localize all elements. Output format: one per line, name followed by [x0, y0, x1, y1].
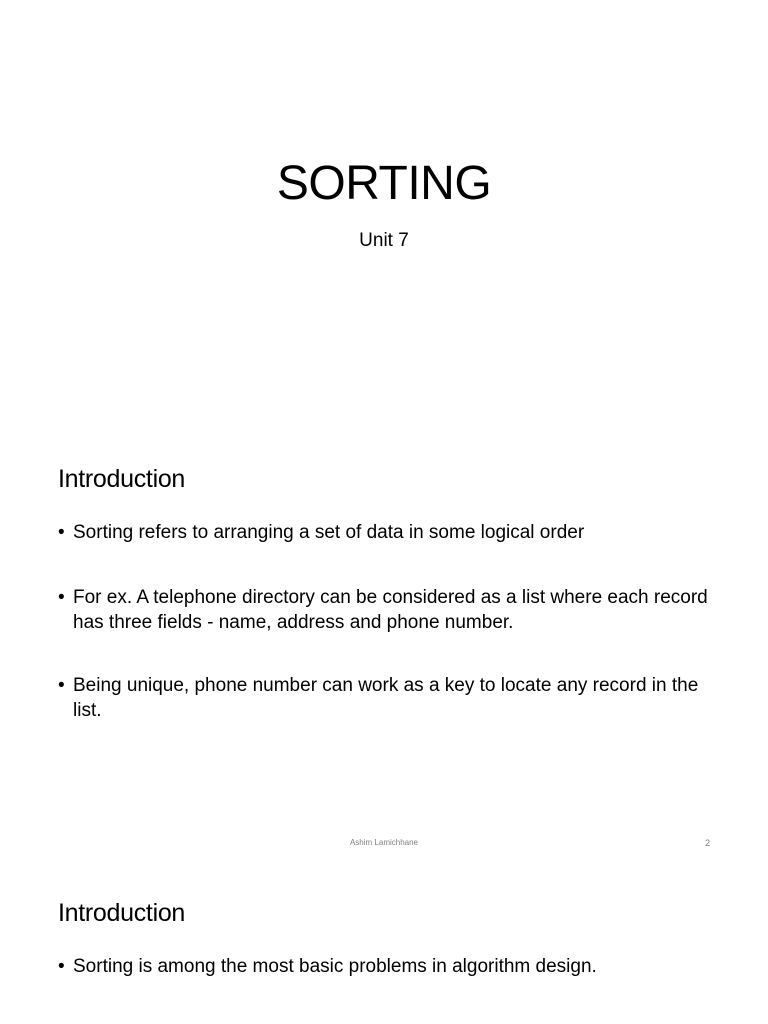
bullet-text: Sorting refers to arranging a set of data in some logical order [73, 522, 585, 543]
bullet-item [58, 673, 718, 723]
bullet-item [58, 954, 718, 979]
bullet-icon: • [58, 956, 65, 977]
bullet-icon: • [58, 587, 65, 608]
footer-author: Ashim Lamichhane [349, 838, 419, 847]
bullet-list [58, 520, 718, 763]
bullet-icon: • [58, 522, 65, 543]
page-number: 2 [704, 838, 710, 848]
bullet-icon: • [58, 675, 65, 696]
slide-title [0, 0, 768, 432]
slide-heading: Introduction [58, 899, 186, 927]
bullet-text: Sorting is among the most basic problems in algorithm design. [73, 956, 597, 977]
slide-introduction-2 [0, 866, 768, 1024]
slide-title-text: SORTING [276, 157, 492, 210]
bullet-item [58, 520, 718, 545]
slide-introduction-1 [0, 432, 768, 866]
slide-heading: Introduction [58, 465, 186, 493]
bullet-text: Being unique, phone number can work as a key to locate any record in the list. [73, 675, 699, 721]
bullet-text: For ex. A telephone directory can be considered as a list where each record has three fields - name, address and phone number. [73, 587, 708, 633]
slide-subtitle: Unit 7 [359, 230, 409, 251]
bullet-list [58, 954, 718, 979]
bullet-item [58, 585, 718, 635]
